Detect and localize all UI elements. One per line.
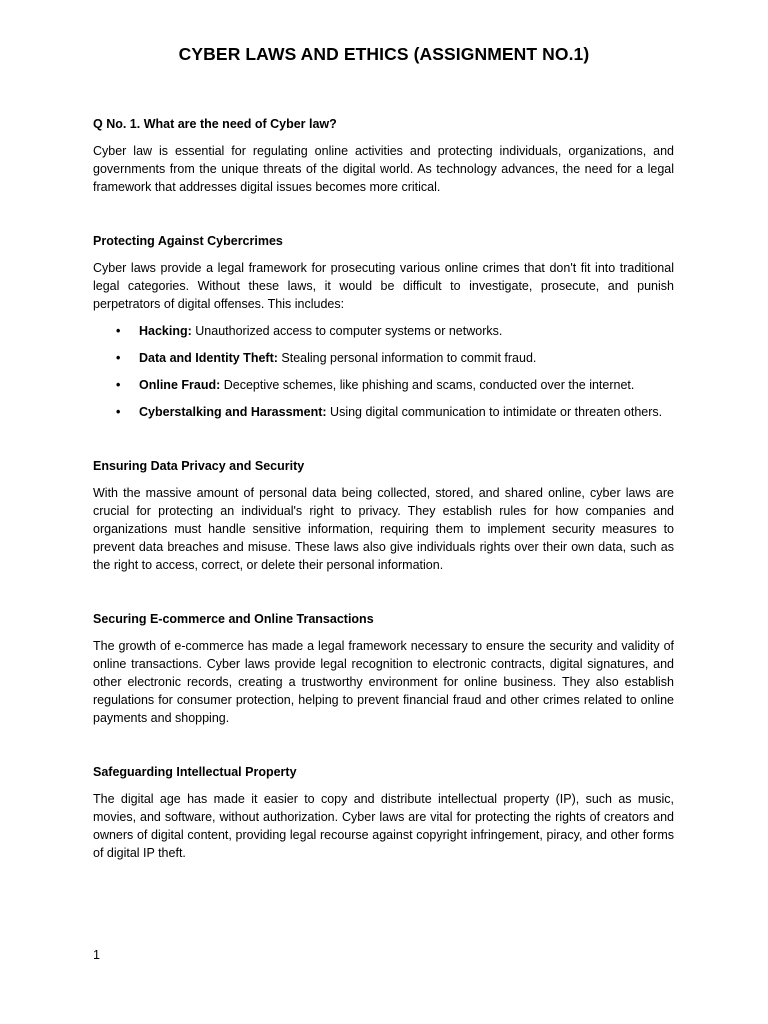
crime-list <box>93 322 674 421</box>
section-paragraph-cybercrimes: Cyber laws provide a legal framework for prosecuting various online crimes that don't fit into traditional legal categories. Without these laws, it would be difficult to investigate, prosecute, and punish perpetrators of digital offenses. This includes: <box>93 261 674 311</box>
section-spacer <box>93 736 674 763</box>
bullet-icon: • <box>116 405 121 419</box>
page-number: 1 <box>93 948 100 962</box>
list-item-text: Unauthorized access to computer systems or networks. <box>191 324 503 338</box>
list-item <box>93 322 674 340</box>
bullet-icon: • <box>116 324 121 338</box>
document-body <box>93 115 674 871</box>
section-paragraph-privacy: With the massive amount of personal data being collected, stored, and shared online, cyber laws are crucial for protecting an individual's right to privacy. They establish rules for how companies and organizations must handle sensitive information, requiring them to implement security measures to prevent data breaches and misuse. These laws also give individuals rights over their own data, such as the right to access, correct, or delete their personal information. <box>93 486 674 572</box>
list-item <box>93 376 674 394</box>
bullet-icon: • <box>116 378 121 392</box>
section-heading-cybercrimes: Protecting Against Cybercrimes <box>93 234 283 248</box>
list-item-text: Deceptive schemes, like phishing and scams, conducted over the internet. <box>220 378 635 392</box>
section-paragraph-ecommerce: The growth of e-commerce has made a legal framework necessary to ensure the security and validity of online transactions. Cyber laws provide legal recognition to electronic contracts, digital signatures, and other electronic records, creating a trustworthy environment for online business. They also establish regulations for consumer protection, helping to prevent financial fraud and other crimes related to online payments and shopping. <box>93 639 674 725</box>
list-item-text: Using digital communication to intimidate or threaten others. <box>326 405 663 419</box>
section-paragraph-ip: The digital age has made it easier to copy and distribute intellectual property (IP), such as music, movies, and software, without authorization. Cyber laws are vital for protecting the rights of creators and owners of digital content, providing legal recourse against copyright infringement, piracy, and other forms of digital IP theft. <box>93 792 674 860</box>
list-item <box>93 403 674 421</box>
list-item-term: Data and Identity Theft: <box>139 351 278 365</box>
list-item-term: Hacking: <box>139 324 192 338</box>
list-item <box>93 349 674 367</box>
section-spacer <box>93 205 674 232</box>
list-item-text: Stealing personal information to commit fraud. <box>277 351 537 365</box>
question-heading: Q No. 1. What are the need of Cyber law? <box>93 117 337 131</box>
section-heading-ip: Safeguarding Intellectual Property <box>93 765 297 779</box>
section-spacer <box>93 583 674 610</box>
list-item-term: Online Fraud: <box>139 378 221 392</box>
document-title: CYBER LAWS AND ETHICS (ASSIGNMENT NO.1) <box>178 44 590 64</box>
intro-paragraph: Cyber law is essential for regulating online activities and protecting individuals, organizations, and governments from the unique threats of the digital world. As technology advances, the need for a legal framework that addresses digital issues becomes more critical. <box>93 144 674 194</box>
list-item-term: Cyberstalking and Harassment: <box>139 405 327 419</box>
section-heading-privacy: Ensuring Data Privacy and Security <box>93 459 305 473</box>
bullet-icon: • <box>116 351 121 365</box>
section-spacer <box>93 430 674 457</box>
section-heading-ecommerce: Securing E-commerce and Online Transactions <box>93 612 374 626</box>
